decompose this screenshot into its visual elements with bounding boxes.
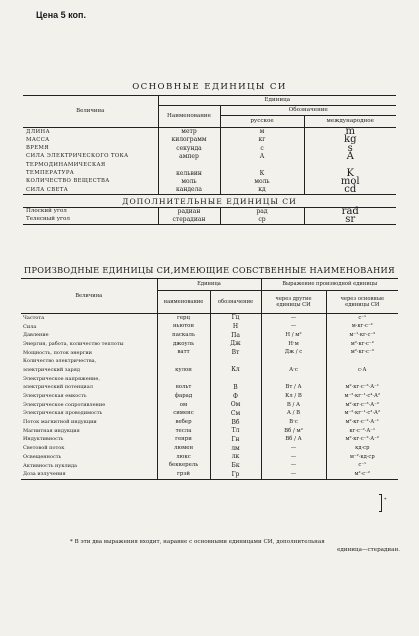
unit-symbol: лк <box>210 453 261 462</box>
expression-base-si: м²·кг·с⁻² <box>350 340 374 347</box>
unit-symbol: Ф <box>210 392 261 401</box>
quantity-name: Количество электричества, <box>21 357 157 366</box>
table-row <box>21 366 398 375</box>
quantity-name: СИЛА СВЕТА <box>23 186 158 195</box>
unit-name: радиан <box>158 207 220 216</box>
expression-other-si: — <box>261 462 326 471</box>
quantity-name: Электрическое сопротивление <box>21 401 157 410</box>
table-row <box>21 470 398 479</box>
table-row <box>21 314 398 323</box>
table-row <box>23 153 396 161</box>
footnote-bracket <box>379 494 382 512</box>
unit-symbol: Гр <box>210 470 261 479</box>
table-row <box>21 323 398 332</box>
unit-name: фарад <box>157 392 210 401</box>
table-row <box>21 392 398 401</box>
quantity-name: Активность нуклида <box>21 462 157 471</box>
international-symbol: A <box>346 151 354 163</box>
expression-base-si: м⁻²·кг⁻¹·с⁴·А² <box>344 392 381 399</box>
expression-other-si: Вб / м² <box>261 427 326 436</box>
expression-base-si: м⁻²·кд·ср <box>349 453 375 460</box>
international-symbol: K <box>346 167 354 179</box>
header-name: наименование <box>157 291 210 314</box>
table-row <box>21 444 398 453</box>
unit-symbol: Тл <box>210 427 261 436</box>
base-units-title: ОСНОВНЫЕ ЕДИНИЦЫ СИ <box>132 82 287 92</box>
quantity-name: Электрическая емкость <box>21 392 157 401</box>
unit-symbol: лм <box>210 444 261 453</box>
quantity-name: Энергия, работа, количество теплоты <box>21 340 157 349</box>
unit-name: люкс <box>157 453 210 462</box>
unit-symbol: Бк <box>210 462 261 471</box>
footnote <box>70 539 400 554</box>
expression-base-si: кг·с⁻²·А⁻¹ <box>349 427 376 434</box>
international-symbol: kg <box>344 134 357 146</box>
header-designation: Обозначение <box>220 106 396 116</box>
unit-name: вебер <box>157 418 210 427</box>
table-row <box>21 410 398 419</box>
expression-other-si: — <box>261 323 326 332</box>
expression-other-si: — <box>261 470 326 479</box>
unit-name: джоуль <box>157 340 210 349</box>
international-symbol: mol <box>340 175 360 187</box>
international-symbol: sr <box>345 214 356 226</box>
derived-units-table <box>21 278 398 480</box>
russian-symbol <box>220 161 304 169</box>
expression-base-si: м²·кг·с⁻²·А⁻¹ <box>345 418 379 425</box>
unit-name <box>157 375 210 384</box>
expression-other-si: — <box>261 453 326 462</box>
header-international: международное <box>304 116 396 128</box>
quantity-name: Плоский угол <box>23 207 158 216</box>
expression-base-si: м⁻¹·кг·с⁻² <box>349 332 376 339</box>
table-row <box>21 418 398 427</box>
unit-name: кельвин <box>158 169 220 177</box>
unit-symbol: Дж <box>210 340 261 349</box>
russian-symbol: кд <box>220 186 304 195</box>
header-expression: Выражение производной единицы <box>261 279 398 291</box>
additional-units-title: ДОПОЛНИТЕЛЬНЫЕ ЕДИНИЦЫ СИ <box>122 196 297 206</box>
table-row <box>21 331 398 340</box>
russian-symbol: моль <box>220 178 304 186</box>
table-row <box>21 427 398 436</box>
russian-symbol: К <box>220 169 304 177</box>
expression-other-si: А / В <box>261 410 326 419</box>
quantity-name: ДЛИНА <box>23 128 158 137</box>
quantity-name: ТЕРМОДИНАМИЧЕСКАЯ <box>23 161 158 169</box>
expression-base-si: м·кг·с⁻² <box>351 323 373 330</box>
expression-other-si: — <box>261 444 326 453</box>
table-row <box>23 178 396 186</box>
expression-other-si: Вб / А <box>261 436 326 445</box>
unit-name: кандела <box>158 186 220 195</box>
expression-other-si: Вт / А <box>261 384 326 393</box>
header-unit: Единица <box>157 279 261 291</box>
base-units-table <box>23 95 396 225</box>
header-russian: русское <box>220 116 304 128</box>
quantity-name: СИЛА ЭЛЕКТРИЧЕСКОГО ТОКА <box>23 153 158 161</box>
table-row <box>21 349 398 358</box>
unit-name <box>158 161 220 169</box>
quantity-name: КОЛИЧЕСТВО ВЕЩЕСТВА <box>23 178 158 186</box>
russian-symbol: кг <box>220 136 304 144</box>
unit-symbol: Гн <box>210 436 261 445</box>
russian-symbol: А <box>220 153 304 161</box>
unit-name: генри <box>157 436 210 445</box>
expression-other-si: Дж / с <box>261 349 326 358</box>
quantity-name: Световой поток <box>21 444 157 453</box>
table-row <box>21 384 398 393</box>
unit-name: паскаль <box>157 331 210 340</box>
expression-base-si <box>326 375 398 384</box>
table-row <box>23 128 396 137</box>
expression-other-si: В·с <box>261 418 326 427</box>
russian-symbol: м <box>220 128 304 137</box>
quantity-name: Освещенность <box>21 453 157 462</box>
expression-base-si <box>326 357 398 366</box>
quantity-name: Давление <box>21 331 157 340</box>
table-row <box>23 136 396 144</box>
unit-symbol: Вт <box>210 349 261 358</box>
unit-name: беккерель <box>157 462 210 471</box>
unit-name: килограмм <box>158 136 220 144</box>
unit-symbol: См <box>210 410 261 419</box>
table-row <box>23 186 396 195</box>
header-designation: обозначение <box>210 291 261 314</box>
quantity-name: электрический потенциал <box>21 384 157 393</box>
table-row <box>23 216 396 225</box>
russian-symbol: с <box>220 145 304 153</box>
unit-name: секунда <box>158 145 220 153</box>
expression-base-si: м²·кг·с⁻³·А⁻² <box>345 401 379 408</box>
unit-name: тесла <box>157 427 210 436</box>
footnote-star: * <box>384 497 387 503</box>
header-quantity: Величина <box>23 96 158 128</box>
quantity-name: Доза излучения <box>21 470 157 479</box>
table-row <box>23 161 396 169</box>
quantity-name: ТЕМПЕРАТУРА <box>23 169 158 177</box>
international-symbol: m <box>345 126 355 138</box>
unit-name: ампер <box>158 153 220 161</box>
expression-other-si: Н / м² <box>261 331 326 340</box>
table-row <box>21 401 398 410</box>
unit-symbol <box>210 375 261 384</box>
footnote-text: * В эти два выражения входит, наравне с основными единицами СИ, дополнительная <box>70 539 325 545</box>
quantity-name: Поток магнитной индукции <box>21 418 157 427</box>
expression-base-si: м²·с⁻² <box>354 471 370 478</box>
unit-symbol: Па <box>210 331 261 340</box>
table-row <box>23 207 396 216</box>
header-via-other: через другие единицы СИ <box>261 291 326 314</box>
unit-name: метр <box>158 128 220 137</box>
expression-other-si: Н·м <box>261 340 326 349</box>
header-unit: Единица <box>158 96 396 106</box>
table-row <box>21 453 398 462</box>
quantity-name: Телесный угол <box>23 216 158 225</box>
quantity-name: Мощность, поток энергии <box>21 349 157 358</box>
quantity-name: Электрическая проводимость <box>21 410 157 419</box>
expression-base-si: м²·кг·с⁻²·А⁻² <box>345 436 379 443</box>
unit-symbol: Гц <box>210 314 261 323</box>
table-row <box>21 375 398 384</box>
expression-base-si: м²·кг·с⁻³ <box>350 349 374 356</box>
unit-symbol: В <box>210 384 261 393</box>
quantity-name: Сила <box>21 323 157 332</box>
russian-symbol: рад <box>220 207 304 216</box>
unit-symbol: Н <box>210 323 261 332</box>
international-symbol: rad <box>341 205 359 217</box>
table-row <box>21 462 398 471</box>
expression-base-si: с⁻¹ <box>358 462 367 469</box>
unit-name: ватт <box>157 349 210 358</box>
table-row <box>21 340 398 349</box>
unit-name <box>157 357 210 366</box>
expression-other-si: А·с <box>261 366 326 375</box>
expression-base-si: с·А <box>358 366 367 373</box>
unit-name: кулон <box>157 366 210 375</box>
header-quantity: Величина <box>21 279 157 314</box>
expression-base-si: м⁻²·кг⁻¹·с³·А² <box>344 410 381 417</box>
quantity-name: Частота <box>21 314 157 323</box>
expression-base-si: м²·кг·с⁻³·А⁻¹ <box>345 384 379 391</box>
unit-name: люмен <box>157 444 210 453</box>
unit-symbol: Вб <box>210 418 261 427</box>
unit-symbol: Кл <box>210 366 261 375</box>
quantity-name: МАССА <box>23 136 158 144</box>
expression-other-si <box>261 357 326 366</box>
quantity-name: Электрическое напряжение, <box>21 375 157 384</box>
unit-name: грэй <box>157 470 210 479</box>
table-row <box>23 145 396 153</box>
footnote-continuation: единица—стерадиан. <box>337 546 400 553</box>
russian-symbol: ср <box>220 216 304 225</box>
derived-units-title: ПРОИЗВОДНЫЕ ЕДИНИЦЫ СИ,ИМЕЮЩИЕ СОБСТВЕННЫЕ НАИМЕНОВАНИЯ <box>24 265 395 275</box>
header-name: Наименование <box>158 106 220 128</box>
unit-symbol: Ом <box>210 401 261 410</box>
expression-other-si: — <box>261 314 326 323</box>
table-row <box>21 357 398 366</box>
unit-name: стерадиан <box>158 216 220 225</box>
quantity-name: электрический заряд <box>21 366 157 375</box>
unit-name: вольт <box>157 384 210 393</box>
unit-name: ньютон <box>157 323 210 332</box>
international-symbol: s <box>347 142 353 154</box>
unit-symbol <box>210 357 261 366</box>
expression-other-si: В / А <box>261 401 326 410</box>
header-via-base: через основные единицы СИ <box>326 291 398 314</box>
table-row <box>21 436 398 445</box>
expression-other-si: Кл / В <box>261 392 326 401</box>
unit-name: герц <box>157 314 210 323</box>
quantity-name: ВРЕМЯ <box>23 145 158 153</box>
unit-name: сименс <box>157 410 210 419</box>
quantity-name: Индуктивность <box>21 436 157 445</box>
expression-other-si <box>261 375 326 384</box>
international-symbol: cd <box>344 184 357 196</box>
quantity-name: Магнитная индукция <box>21 427 157 436</box>
unit-name: моль <box>158 178 220 186</box>
price-label: Цена 5 коп. <box>36 10 86 20</box>
expression-base-si: с⁻¹ <box>358 314 367 321</box>
expression-base-si: кд·ср <box>355 445 370 452</box>
unit-name: ом <box>157 401 210 410</box>
